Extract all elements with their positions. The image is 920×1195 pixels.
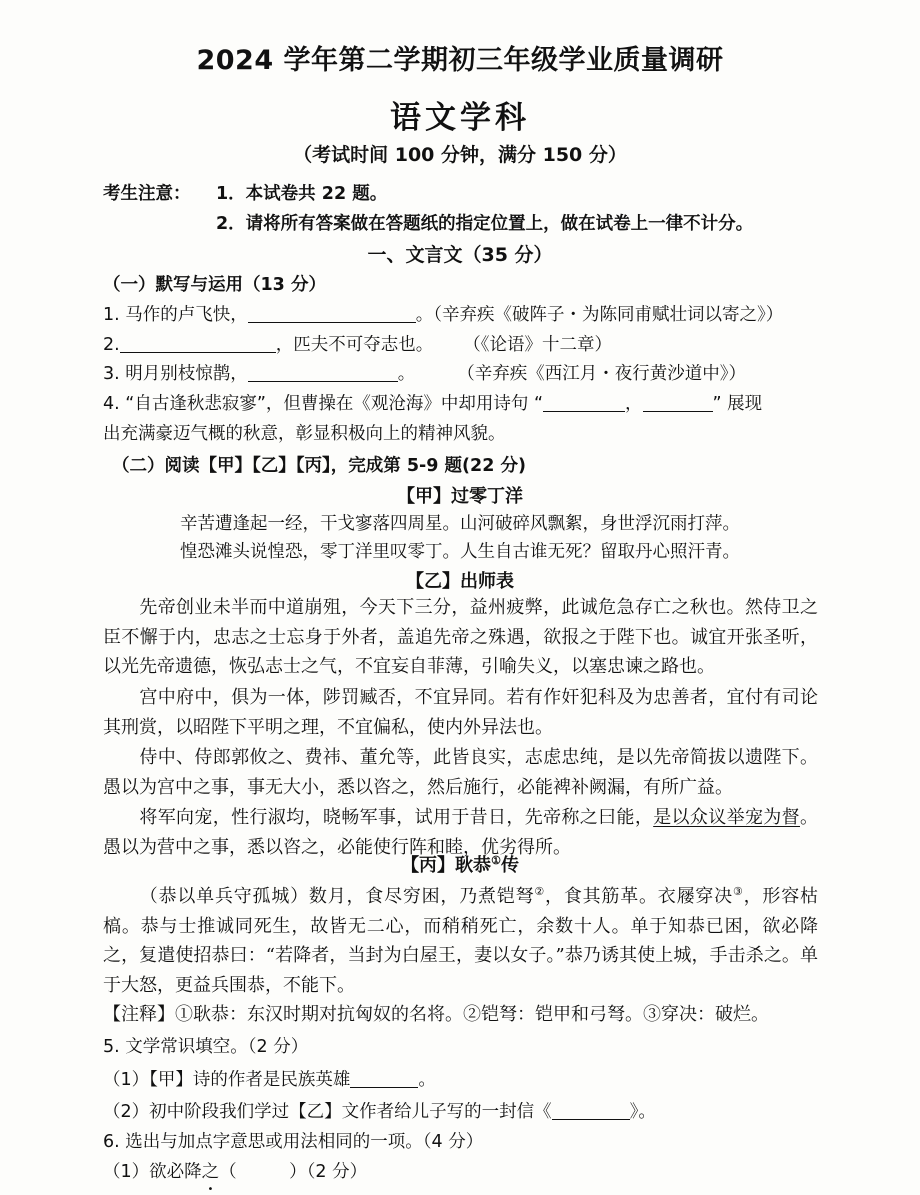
notice-label: 考生注意： — [103, 184, 191, 204]
exam-info: （考试时间 100 分钟，满分 150 分） — [293, 144, 627, 166]
part1-heading: （一）默写与运用（13 分） — [103, 275, 326, 295]
notice-item-2: 2．请将所有答案做在答题纸的指定位置上，做在试卷上一律不计分。 — [216, 214, 754, 234]
yi-paragraph-1 — [103, 593, 818, 682]
yi-paragraph-3 — [103, 743, 818, 802]
yi-paragraph-4-text-a: 将军向宠，性行淑均，晓畅军事，试用于昔日，先帝称之曰能， — [139, 807, 654, 828]
bing-text-a: （恭以单兵守孤城）数月，食尽穷困，乃煮铠弩 — [139, 886, 535, 907]
q6-1-answer-slot[interactable]: （ ）（2 分） — [219, 1162, 368, 1182]
q5-1-answer-blank[interactable] — [350, 1070, 418, 1089]
section-heading-classical: 一、文言文（35 分） — [367, 244, 553, 266]
question-1 — [103, 301, 783, 326]
yi-paragraph-2 — [103, 683, 818, 742]
bing-paragraph — [103, 877, 818, 1000]
exam-title: 2024 学年第二学期初三年级学业质量调研 — [196, 45, 724, 76]
jia-poem-line-2: 惶恐滩头说惶恐，零丁洋里叹零丁。人生自古谁无死？留取丹心照汗青。 — [180, 542, 740, 562]
q1-source: 。（辛弃疾《破阵子・为陈同甫赋壮词以寄之》） — [415, 305, 784, 325]
question-4-continued: 出充满豪迈气概的秋意，彰显积极向上的精神风貌。 — [103, 424, 506, 444]
question-6-1 — [103, 1158, 367, 1183]
q5-2-answer-blank[interactable] — [552, 1102, 630, 1121]
subject-title: 语文学科 — [390, 100, 530, 136]
question-2 — [103, 331, 612, 356]
question-5: 5. 文学常识填空。（2 分） — [103, 1037, 309, 1057]
q2-answer-blank[interactable] — [120, 335, 276, 354]
bing-text-b: ，食其筋革。衣屦穿决 — [545, 886, 733, 907]
question-3 — [103, 360, 746, 385]
q6-1-prompt: （1）欲必降 — [103, 1162, 202, 1182]
bing-heading-suffix: 传 — [500, 855, 519, 876]
bing-notes: 【注释】①耿恭：东汉时期对抗匈奴的名将。②铠弩：铠甲和弓弩。③穿决：破烂。 — [103, 1004, 769, 1025]
q1-prompt: 1. 马作的卢飞快， — [103, 305, 248, 325]
q4-prompt: 4. “自古逢秋悲寂寥”，但曹操在《观沧海》中却用诗句 “ — [103, 394, 544, 414]
yi-heading: 【乙】出师表 — [406, 571, 514, 592]
q3-period: 。 — [397, 364, 416, 384]
yi-underlined-sentence: 是以众议举宠为督 — [653, 807, 800, 828]
bing-footnote-2-mark: ② — [534, 885, 546, 898]
q5-1-prompt: （1）【甲】诗的作者是民族英雄 — [103, 1070, 351, 1090]
q3-prompt: 3. 明月别枝惊鹊， — [103, 364, 248, 384]
bing-heading — [0, 851, 920, 877]
q4-answer-blank-2[interactable] — [643, 394, 713, 413]
jia-poem-line-1: 辛苦遭逢起一经，干戈寥落四周星。山河破碎风飘絮，身世浮沉雨打萍。 — [180, 514, 740, 534]
yi-paragraph-4-text-b: 。愚以为营中之事，悉以咨之，必能使行阵和睦，优劣得所。 — [103, 807, 818, 858]
yi-paragraph-2-text: 宫中府中，俱为一体，陟罚臧否，不宜异同。若有作奸犯科及为忠善者，宜付有司论其刑赏，以昭陛下平明之理，不宜偏私，使内外异法也。 — [103, 687, 818, 738]
question-5-1 — [103, 1066, 436, 1091]
q1-answer-blank[interactable] — [248, 305, 416, 324]
q4-tail: ” 展现 — [712, 394, 763, 414]
q4-comma: ， — [625, 394, 643, 414]
bing-heading-text: 【丙】耿恭 — [401, 855, 492, 876]
question-5-2 — [103, 1098, 656, 1123]
jia-heading: 【甲】过零丁洋 — [397, 486, 523, 507]
bing-footnote-3-mark: ③ — [732, 885, 744, 898]
q2-source: （《论语》十二章） — [463, 335, 612, 355]
yi-paragraph-1-text: 先帝创业未半而中道崩殂，今天下三分，益州疲弊，此诚危急存亡之秋也。然侍卫之臣不懈于内，忠志之士忘身于外者，盖追先帝之殊遇，欲报之于陛下也。诚宜开张圣听，以光先帝遗德，恢弘志士之气，不宜妄自菲薄，引喻失义，以塞忠谏之路也。 — [103, 597, 818, 678]
q2-text: ，匹夫不可夺志也。 — [275, 335, 434, 355]
q6-1-dotted-char: 之 — [201, 1162, 220, 1182]
q3-answer-blank[interactable] — [248, 364, 398, 383]
bing-footnote-1-mark: ① — [491, 854, 501, 867]
q4-answer-blank-1[interactable] — [543, 394, 625, 413]
q3-source: （辛弃疾《西江月・夜行黄沙道中》） — [457, 364, 747, 384]
bing-text-c: ，形容枯槁。恭与士推诚同死生，故皆无二心，而稍稍死亡，余数十人。单于知恭已困，欲必降之，复遣使招恭曰：“若降者，当封为白屋王，妻以女子。”恭乃诱其使上城，手击杀之。单于大怒，更益兵围恭，不能下。 — [103, 886, 818, 996]
q5-1-period: 。 — [418, 1070, 436, 1090]
question-6: 6. 选出与加点字意思或用法相同的一项。（4 分） — [103, 1132, 484, 1152]
q5-2-close: 》。 — [629, 1102, 656, 1122]
q2-number: 2. — [103, 335, 120, 355]
question-4 — [103, 390, 762, 415]
yi-paragraph-3-text: 侍中、侍郎郭攸之、费祎、董允等，此皆良实，志虑忠纯，是以先帝简拔以遗陛下。愚以为宫中之事，事无大小，悉以咨之，然后施行，必能裨补阙漏，有所广益。 — [103, 747, 818, 798]
notice-item-1: 1．本试卷共 22 题。 — [216, 184, 388, 204]
q5-2-prompt: （2）初中阶段我们学过【乙】文作者给儿子写的一封信《 — [103, 1102, 552, 1122]
part2-heading: （二）阅读【甲】【乙】【丙】，完成第 5-9 题(22 分) — [112, 456, 526, 476]
